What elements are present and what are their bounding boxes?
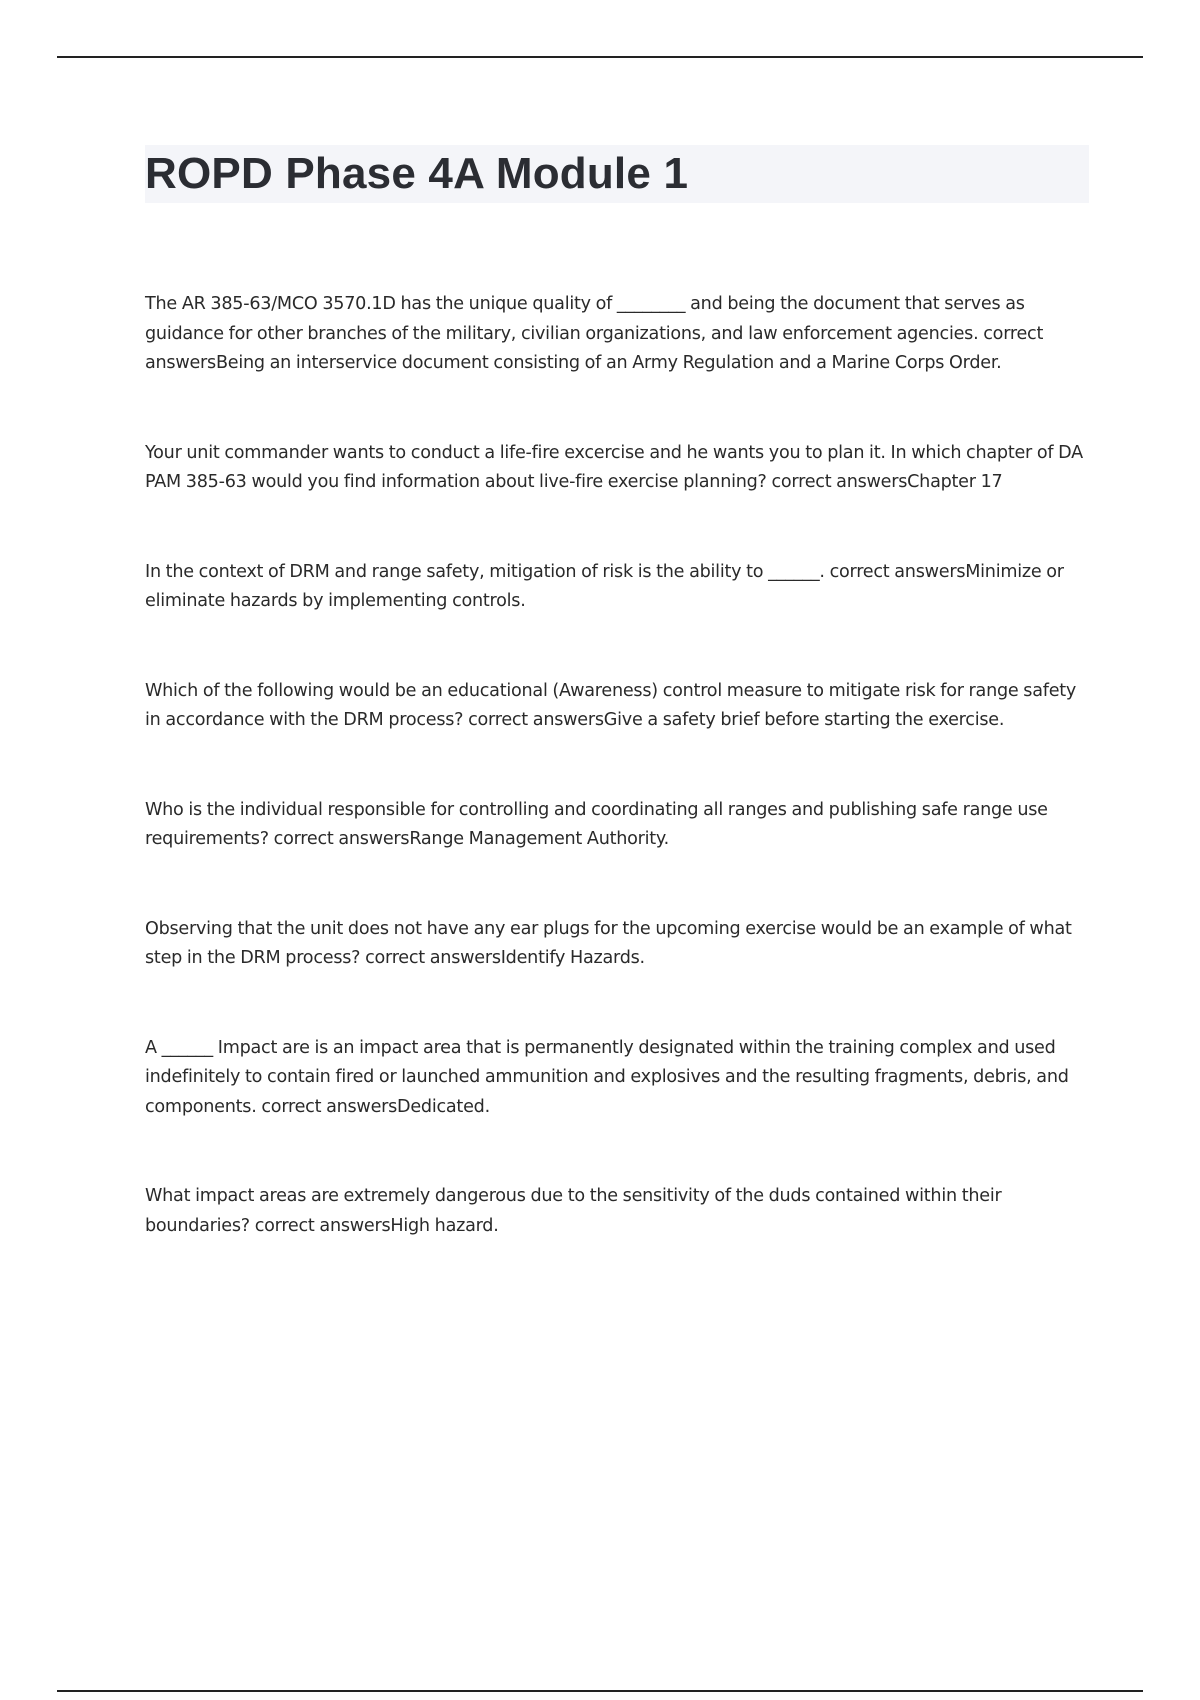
page-title: ROPD Phase 4A Module 1 — [145, 149, 689, 198]
question-list — [145, 290, 1089, 1241]
qa-item: In the context of DRM and range safety, mitigation of risk is the ability to ______. correct answersMinimize or eliminate hazards by implementing controls. — [145, 561, 1064, 611]
qa-item: What impact areas are extremely dangerous due to the sensitivity of the duds contained within their boundaries? correct answersHigh hazard. — [145, 1186, 1002, 1236]
qa-item: A ______ Impact are is an impact area that is permanently designated within the training complex and used indefinitely to contain fired or launched ammunition and explosives and the resulting fragments, debris, and components. correct answersDedicated. — [145, 1037, 1069, 1117]
qa-item: Who is the individual responsible for controlling and coordinating all ranges and publishing safe range use requirements? correct answersRange Management Authority. — [145, 799, 1048, 849]
bottom-divider — [57, 1690, 1143, 1692]
qa-item: Which of the following would be an educational (Awareness) control measure to mitigate risk for range safety in accordance with the DRM process? correct answersGive a safety brief before starting the exercise. — [145, 680, 1077, 730]
qa-item: The AR 385-63/MCO 3570.1D has the unique quality of ________ and being the document that serves as guidance for other branches of the military, civilian organizations, and law enforcement agencies. correct answersBeing an interservice document consisting of an Army Regulation and a Marine Corps Order. — [145, 294, 1044, 373]
top-divider — [57, 56, 1143, 58]
qa-item: Observing that the unit does not have any ear plugs for the upcoming exercise would be an example of what step in the DRM process? correct answersIdentify Hazards. — [145, 918, 1072, 968]
qa-item: Your unit commander wants to conduct a life-fire excercise and he wants you to plan it. In which chapter of DA PAM 385-63 would you find information about live-fire exercise planning? correct answersChapter 17 — [145, 442, 1083, 492]
title-block — [145, 145, 1089, 203]
